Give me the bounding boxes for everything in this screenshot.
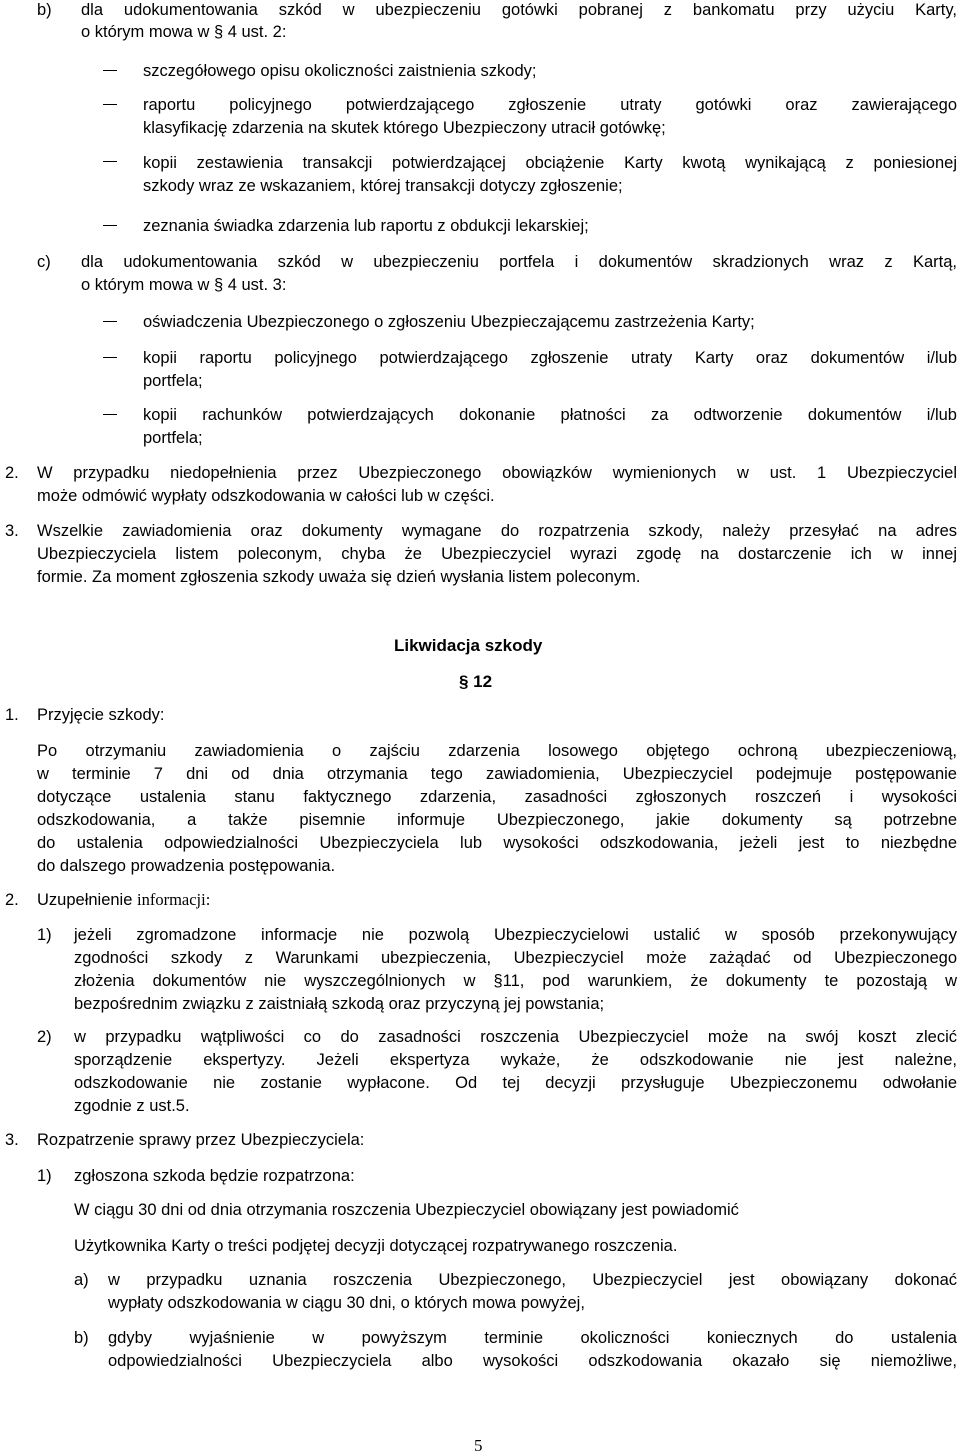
- s2-item-1-line: zgodności szkody z Warunkami ubezpieczenia, Ubezpieczyciel może zażądać od Ubezpieczonego: [74, 949, 957, 967]
- c-item-3-line-2: portfela;: [143, 429, 203, 447]
- s2-item-1-line: bezpośrednim związku z zaistniałą szkodą oraz przyczyną jej powstania;: [74, 995, 605, 1013]
- s2-item-2-line: w przypadku wątpliwości co do zasadności roszczenia Ubezpieczyciel może na swój koszt zlecić: [74, 1028, 957, 1046]
- dash-bullet: [103, 225, 117, 226]
- s2-item-1-number: 1): [37, 926, 52, 944]
- s2-heading-a: Uzupełnienie: [37, 891, 133, 909]
- point-2-line-1: W przypadku niedopełnienia przez Ubezpieczonego obowiązków wymienionych w ust. 1 Ubezpieczyciel: [37, 464, 957, 482]
- item-c-line-2: o którym mowa w § 4 ust. 3:: [81, 276, 287, 294]
- s3-a-label: a): [74, 1271, 89, 1289]
- s2-heading-b: informacji:: [137, 890, 211, 909]
- item-b-label: b): [37, 1, 52, 19]
- s3-b-line-2: odpowiedzialności Ubezpieczyciela albo wysokości odszkodowania okazało się niemożliwe,: [108, 1352, 957, 1370]
- s2-number: 2.: [5, 891, 19, 909]
- s1-heading: Przyjęcie szkody:: [37, 706, 165, 724]
- s3-b-label: b): [74, 1329, 89, 1347]
- point-3-line-1: Wszelkie zawiadomienia oraz dokumenty wymagane do rozpatrzenia szkody, należy przesyłać na adres: [37, 522, 957, 540]
- page-number: 5: [474, 1436, 483, 1455]
- dash-bullet: [103, 414, 117, 415]
- c-item-2-line-1: kopii raportu policyjnego potwierdzającego zgłoszenie utraty Karty oraz dokumentów i/lub: [143, 349, 957, 367]
- s1-line: odszkodowania, a także pisemnie informuje Ubezpieczonego, jakie dokumenty są potrzebne: [37, 811, 957, 829]
- s3-item-1-number: 1): [37, 1167, 52, 1185]
- paragraph-number: § 12: [459, 672, 493, 691]
- s3-number: 3.: [5, 1131, 19, 1149]
- dash-bullet: [103, 161, 117, 162]
- b-item-2-line-1: raportu policyjnego potwierdzającego zgłoszenie utraty gotówki oraz zawierającego: [143, 96, 957, 114]
- b-item-4: zeznania świadka zdarzenia lub raportu z obdukcji lekarskiej;: [143, 217, 589, 235]
- s1-line: do ustalenia odpowiedzialności Ubezpieczyciela lub wysokości odszkodowania, jeżeli jest to niezbędne: [37, 834, 957, 852]
- point-2-number: 2.: [5, 464, 19, 482]
- dash-bullet: [103, 321, 117, 322]
- s3-heading: Rozpatrzenie sprawy przez Ubezpieczyciela:: [37, 1131, 365, 1149]
- c-item-3-line-1: kopii rachunków potwierdzających dokonanie płatności za odtworzenie dokumentów i/lub: [143, 406, 957, 424]
- item-c-line-1: dla udokumentowania szkód w ubezpieczeniu portfela i dokumentów skradzionych wraz z Kartą,: [81, 253, 957, 271]
- s2-heading: [37, 890, 210, 910]
- s2-item-2-line: sporządzenie ekspertyzy. Jeżeli ekspertyza wykaże, że odszkodowanie nie jest należne,: [74, 1051, 957, 1069]
- s1-line: w terminie 7 dni od dnia otrzymania tego zawiadomienia, Ubezpieczyciel podejmuje postępowanie: [37, 765, 957, 783]
- point-3-line-2: Ubezpieczyciela listem poleconym, chyba że Ubezpieczyciel wyrazi zgodę na dostarczenie ich w innej: [37, 545, 957, 563]
- item-c-label: c): [37, 253, 51, 271]
- s1-line: Po otrzymaniu zawiadomienia o zajściu zdarzenia losowego objętego ochroną ubezpieczeniową,: [37, 742, 957, 760]
- dash-bullet: [103, 104, 117, 105]
- point-3-line-3: formie. Za moment zgłoszenia szkody uważa się dzień wysłania listem poleconym.: [37, 568, 641, 586]
- s2-item-2-line: odszkodowanie nie zostanie wypłacone. Od tej decyzji przysługuje Ubezpieczonemu odwołanie: [74, 1074, 957, 1092]
- s1-number: 1.: [5, 706, 19, 724]
- section-title: Likwidacja szkody: [394, 636, 543, 655]
- b-item-3-line-1: kopii zestawienia transakcji potwierdzającej obciążenie Karty kwotą wynikającą z poniesionej: [143, 154, 957, 172]
- s2-item-1-line: jeżeli zgromadzone informacje nie pozwolą Ubezpieczycielowi ustalić w sposób przekonywujący: [74, 926, 957, 944]
- s3-a-line-1: w przypadku uznania roszczenia Ubezpieczonego, Ubezpieczyciel jest obowiązany dokonać: [108, 1271, 957, 1289]
- item-b-line-2: o którym mowa w § 4 ust. 2:: [81, 23, 287, 41]
- dash-bullet: [103, 70, 117, 71]
- point-2-line-2: może odmówić wypłaty odszkodowania w całości lub w części.: [37, 487, 495, 505]
- b-item-3-line-2: szkody wraz ze wskazaniem, której transakcji dotyczy zgłoszenie;: [143, 177, 623, 195]
- s3-item-1-text: zgłoszona szkoda będzie rozpatrzona:: [74, 1167, 355, 1185]
- s2-item-1-line: złożenia dokumentów nie wyszczególnionych w §11, pod warunkiem, że dokumenty te pozostają w: [74, 972, 957, 990]
- c-item-1: oświadczenia Ubezpieczonego o zgłoszeniu Ubezpieczającemu zastrzeżenia Karty;: [143, 313, 755, 331]
- point-3-number: 3.: [5, 522, 19, 540]
- s3-b-line-1: gdyby wyjaśnienie w powyższym terminie okoliczności koniecznych do ustalenia: [108, 1329, 957, 1347]
- s2-item-2-line: zgodnie z ust.5.: [74, 1097, 190, 1115]
- s3-text-line-2: Użytkownika Karty o treści podjętej decyzji dotyczącej rozpatrywanego roszczenia.: [74, 1237, 678, 1255]
- s1-line: dotyczące ustalenia stanu faktycznego zdarzenia, zasadności zgłoszonych roszczeń i wysokości: [37, 788, 957, 806]
- s3-a-line-2: wypłaty odszkodowania w ciągu 30 dni, o których mowa powyżej,: [108, 1294, 585, 1312]
- b-item-1: szczegółowego opisu okoliczności zaistnienia szkody;: [143, 62, 537, 80]
- c-item-2-line-2: portfela;: [143, 372, 203, 390]
- s3-text-line-1: W ciągu 30 dni od dnia otrzymania roszczenia Ubezpieczyciel obowiązany jest powiadomić: [74, 1201, 739, 1219]
- b-item-2-line-2: klasyfikację zdarzenia na skutek którego Ubezpieczony utracił gotówkę;: [143, 119, 666, 137]
- s2-item-2-number: 2): [37, 1028, 52, 1046]
- item-b-line-1: dla udokumentowania szkód w ubezpieczeniu gotówki pobranej z bankomatu przy użyciu Karty,: [81, 1, 957, 19]
- s1-line: do dalszego prowadzenia postępowania.: [37, 857, 336, 875]
- dash-bullet: [103, 357, 117, 358]
